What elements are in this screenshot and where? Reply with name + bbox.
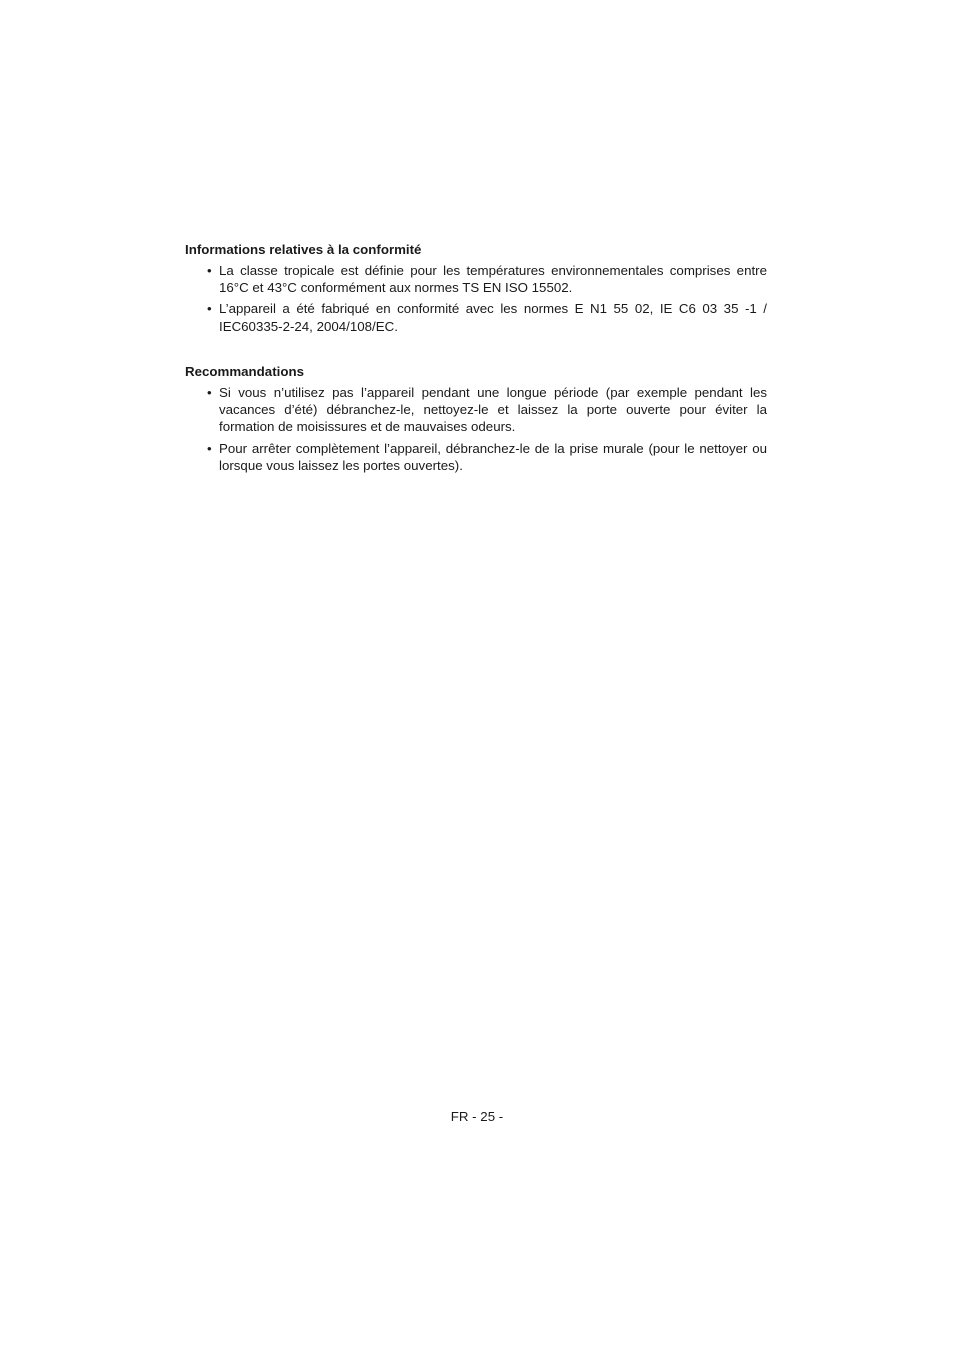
list-item-text: La classe tropicale est définie pour les températures environnementales comprises entre 16°C et 43°C conformément aux normes TS EN ISO 15502. <box>219 263 767 296</box>
recommendations-section <box>185 363 767 478</box>
list-item <box>185 384 767 436</box>
section-title-conformity: Informations relatives à la conformité <box>185 242 422 257</box>
bullet-icon: • <box>207 263 212 278</box>
list-item-text: L’appareil a été fabriqué en conformité avec les normes E N1 55 02, IE C6 03 35 -1 / IEC60335-2-24, 2004/108/EC. <box>219 301 767 334</box>
list-item <box>185 300 767 334</box>
conformity-list <box>185 262 767 335</box>
list-item <box>185 262 767 296</box>
page-number: FR - 25 - <box>450 1109 504 1124</box>
bullet-icon: • <box>207 440 212 456</box>
bullet-icon: • <box>207 301 212 317</box>
conformity-section <box>185 241 767 339</box>
list-item <box>185 440 767 474</box>
recommendations-list <box>185 384 767 474</box>
list-item-text: Si vous n’utilisez pas l’appareil pendant une longue période (par exemple pendant les vacances d’été) débranchez-le, nettoyez-le et laissez la porte ouverte pour éviter la formation de moisissures et de mauvaises odeurs. <box>219 385 767 435</box>
list-item-text: Pour arrêter complètement l’appareil, débranchez-le de la prise murale (pour le nettoyer ou lorsque vous laissez les portes ouvertes). <box>219 440 767 473</box>
bullet-icon: • <box>207 385 212 400</box>
section-title-recommendations: Recommandations <box>185 364 304 379</box>
